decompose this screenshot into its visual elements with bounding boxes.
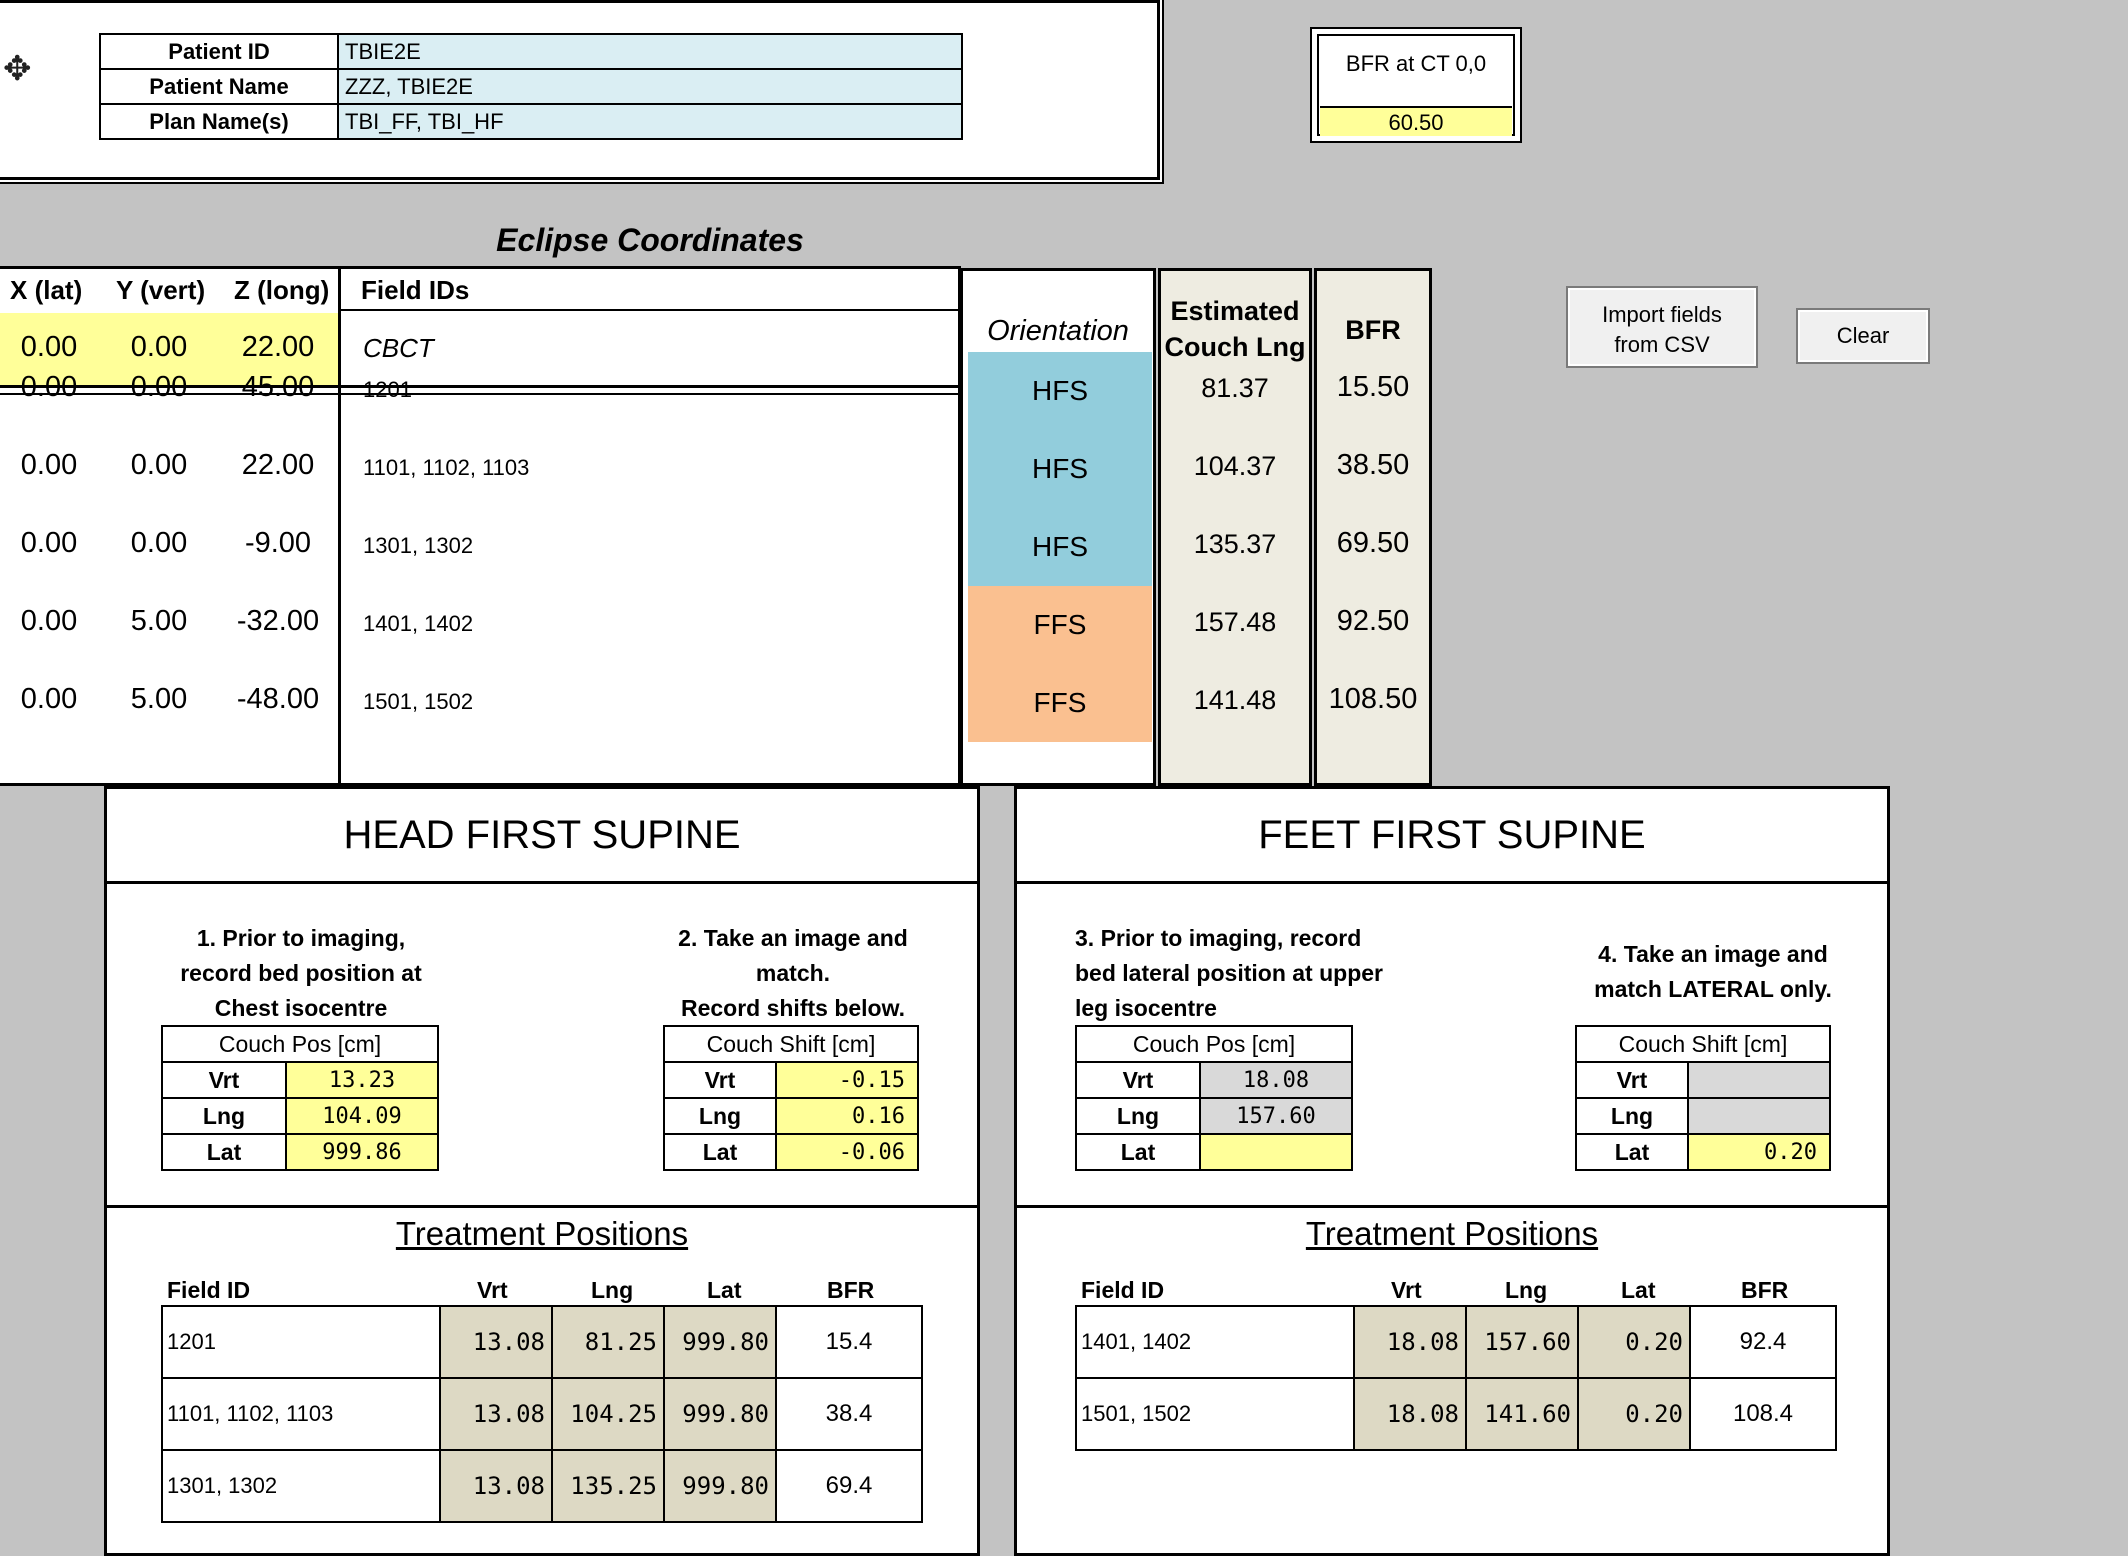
- hfs-tp-bfr: 15.4: [776, 1306, 922, 1378]
- hfs-step2-line1: 2. Take an image and: [678, 925, 908, 951]
- hfs-pos-vrt-label: Vrt: [162, 1062, 286, 1098]
- ffs-step4-instructions: [1563, 937, 1863, 1007]
- ffs-tp-fieldid-header: Field ID: [1081, 1277, 1165, 1303]
- hfs-tp-lng: 104.25: [552, 1378, 664, 1450]
- hfs-tp-vrt: 13.08: [440, 1306, 552, 1378]
- orientation-cell[interactable]: HFS: [968, 430, 1152, 508]
- ffs-pos-lng-label: Lng: [1076, 1098, 1200, 1134]
- orientation-header: Orientation: [987, 315, 1129, 347]
- x-lat-header: X (lat): [10, 275, 83, 305]
- coord-y: 0.00: [130, 527, 188, 559]
- coord-z: 45.00: [241, 371, 315, 403]
- ffs-title: FEET FIRST SUPINE: [1258, 813, 1646, 857]
- hfs-pos-lat-label: Lat: [162, 1134, 286, 1170]
- hfs-tp-vrt: 13.08: [440, 1378, 552, 1450]
- ffs-pos-lng-value: 157.60: [1200, 1098, 1352, 1134]
- ffs-tp-vrt: 18.08: [1354, 1378, 1466, 1450]
- feet-first-supine-panel: [1014, 786, 1890, 1556]
- coordinate-row[interactable]: [0, 683, 958, 723]
- coord-x: 0.00: [20, 371, 78, 403]
- ffs-tp-lat: 0.20: [1578, 1378, 1690, 1450]
- ffs-step3-line2: bed lateral position at upper: [1075, 960, 1383, 986]
- estimated-couch-lng-cell: 157.48: [1193, 607, 1277, 637]
- ffs-tp-vrt-header: Vrt: [1391, 1277, 1422, 1303]
- hfs-pos-vrt-input[interactable]: 13.23: [286, 1062, 438, 1098]
- coord-y: 0.00: [130, 449, 188, 481]
- patient-panel: [0, 0, 1160, 180]
- hfs-tp-lng-header: Lng: [591, 1277, 634, 1303]
- hfs-tp-vrt-header: Vrt: [477, 1277, 508, 1303]
- hfs-shift-lng-input[interactable]: 0.16: [776, 1098, 918, 1134]
- ffs-step4-line2: match LATERAL only.: [1594, 976, 1832, 1002]
- hfs-step1-instructions: [151, 921, 451, 1026]
- coord-x: 0.00: [20, 683, 78, 715]
- patient-name-label: Patient Name: [100, 69, 338, 104]
- hfs-step1-line3: Chest isocentre: [214, 995, 388, 1021]
- hfs-pos-lng-input[interactable]: 104.09: [286, 1098, 438, 1134]
- ffs-tp-field-id: 1501, 1502: [1076, 1378, 1354, 1450]
- ffs-couch-shift-title: Couch Shift [cm]: [1576, 1026, 1830, 1062]
- hfs-tp-field-id: 1201: [162, 1306, 440, 1378]
- table-row[interactable]: [162, 1378, 922, 1450]
- hfs-shift-lng-label: Lng: [664, 1098, 776, 1134]
- bfr-cell: 38.50: [1336, 449, 1410, 481]
- hfs-pos-lng-label: Lng: [162, 1098, 286, 1134]
- hfs-shift-vrt-input[interactable]: -0.15: [776, 1062, 918, 1098]
- hfs-step2-line2: match.: [755, 960, 831, 986]
- cbct-z: 22.00: [241, 331, 315, 363]
- coord-z: -9.00: [244, 527, 312, 559]
- eclipse-coordinates-table: [0, 266, 961, 786]
- bfr-cell: 69.50: [1336, 527, 1410, 559]
- coord-z: 22.00: [241, 449, 315, 481]
- hfs-tp-bfr-header: BFR: [827, 1277, 875, 1303]
- patient-id-label: Patient ID: [100, 34, 338, 69]
- hfs-tp-lat: 999.80: [664, 1306, 776, 1378]
- ffs-shift-vrt-value: [1688, 1062, 1830, 1098]
- hfs-pos-lat-input[interactable]: 999.86: [286, 1134, 438, 1170]
- ffs-couch-pos-table: [1075, 1025, 1353, 1171]
- hfs-couch-pos-title: Couch Pos [cm]: [162, 1026, 438, 1062]
- hfs-tp-field-id: 1101, 1102, 1103: [162, 1378, 440, 1450]
- hfs-tp-lat: 999.80: [664, 1450, 776, 1522]
- coord-y: 5.00: [130, 605, 188, 637]
- ffs-tp-lng: 141.60: [1466, 1378, 1578, 1450]
- hfs-couch-pos-table: [161, 1025, 439, 1171]
- ffs-title-rule: [1017, 881, 1887, 884]
- estimated-header-line1: Estimated: [1170, 296, 1300, 326]
- cbct-row[interactable]: [0, 331, 338, 371]
- coord-field-ids: 1301, 1302: [363, 533, 474, 558]
- bfr-cell: 108.50: [1328, 683, 1418, 715]
- header-rule: [338, 309, 958, 311]
- table-row[interactable]: [162, 1306, 922, 1378]
- ffs-pos-vrt-value: 18.08: [1200, 1062, 1352, 1098]
- estimated-header-line2: Couch Lng: [1164, 332, 1306, 362]
- ffs-tp-bfr-header: BFR: [1741, 1277, 1789, 1303]
- hfs-shift-lat-input[interactable]: -0.06: [776, 1134, 918, 1170]
- coord-field-ids: 1401, 1402: [363, 611, 474, 636]
- coord-field-ids: 1201: [363, 377, 412, 402]
- patient-info-table: [99, 33, 963, 140]
- hfs-title: HEAD FIRST SUPINE: [343, 813, 741, 857]
- hfs-shift-vrt-label: Vrt: [664, 1062, 776, 1098]
- plan-name-label: Plan Name(s): [100, 104, 338, 139]
- hfs-step1-line1: 1. Prior to imaging,: [196, 925, 406, 951]
- ffs-tp-lat-header: Lat: [1621, 1277, 1656, 1303]
- ffs-shift-lng-label: Lng: [1576, 1098, 1688, 1134]
- hfs-treatment-positions-table: [161, 1305, 923, 1523]
- coord-y: 0.00: [130, 371, 188, 403]
- import-button-line1: Import fields: [1602, 302, 1722, 327]
- ffs-shift-lat-label: Lat: [1576, 1134, 1688, 1170]
- coord-x: 0.00: [20, 527, 78, 559]
- table-row[interactable]: [162, 1450, 922, 1522]
- ffs-section-rule: [1017, 1205, 1887, 1208]
- cbct-y: 0.00: [130, 331, 188, 363]
- hfs-tp-bfr: 69.4: [776, 1450, 922, 1522]
- hfs-step2-instructions: [643, 921, 943, 1026]
- coord-y: 5.00: [130, 683, 188, 715]
- ffs-shift-lng-value: [1688, 1098, 1830, 1134]
- coord-z: -48.00: [236, 683, 320, 715]
- table-row[interactable]: [1076, 1378, 1836, 1450]
- ffs-tp-lng-header: Lng: [1505, 1277, 1548, 1303]
- hfs-couch-shift-title: Couch Shift [cm]: [664, 1026, 918, 1062]
- coordinate-row[interactable]: [0, 527, 958, 567]
- ffs-couch-pos-title: Couch Pos [cm]: [1076, 1026, 1352, 1062]
- hfs-tp-field-id: 1301, 1302: [162, 1450, 440, 1522]
- coordinate-row[interactable]: [0, 449, 958, 489]
- hfs-title-rule: [107, 881, 977, 884]
- hfs-treatment-positions-title: Treatment Positions: [395, 1215, 689, 1252]
- bfr-column: [1314, 268, 1432, 786]
- orientation-column: [960, 268, 1156, 786]
- cbct-x: 0.00: [20, 331, 78, 363]
- eclipse-coordinates-title: Eclipse Coordinates: [496, 222, 804, 258]
- coordinate-row[interactable]: [0, 605, 958, 645]
- ffs-shift-vrt-label: Vrt: [1576, 1062, 1688, 1098]
- ffs-pos-lat-input[interactable]: [1200, 1134, 1352, 1170]
- ffs-treatment-positions-title: Treatment Positions: [1305, 1215, 1599, 1252]
- plan-name-field[interactable]: TBI_FF, TBI_HF: [338, 104, 962, 139]
- bfr-cell: 92.50: [1336, 605, 1410, 637]
- hfs-step1-line2: record bed position at: [180, 960, 422, 986]
- hfs-section-rule: [107, 1205, 977, 1208]
- patient-id-field[interactable]: TBIE2E: [338, 34, 962, 69]
- orientation-cell[interactable]: HFS: [968, 352, 1152, 430]
- hfs-tp-lng: 135.25: [552, 1450, 664, 1522]
- coord-z: -32.00: [236, 605, 320, 637]
- ffs-couch-shift-table: [1575, 1025, 1831, 1171]
- cbct-field-id[interactable]: CBCT: [363, 333, 434, 363]
- table-row[interactable]: [1076, 1306, 1836, 1378]
- hfs-step2-line3: Record shifts below.: [680, 995, 906, 1021]
- ffs-tp-field-id: 1401, 1402: [1076, 1306, 1354, 1378]
- ffs-shift-lat-input[interactable]: 0.20: [1688, 1134, 1830, 1170]
- estimated-couch-lng-cell: 135.37: [1193, 529, 1277, 559]
- coord-field-ids: 1501, 1502: [363, 689, 474, 714]
- ffs-tp-lng: 157.60: [1466, 1306, 1578, 1378]
- hfs-tp-lng: 81.25: [552, 1306, 664, 1378]
- coordinate-row[interactable]: [0, 371, 958, 411]
- y-vert-header: Y (vert): [116, 275, 206, 305]
- hfs-couch-shift-table: [663, 1025, 919, 1171]
- ffs-step4-line1: 4. Take an image and: [1598, 941, 1828, 967]
- estimated-couch-lng-header: [1161, 293, 1309, 365]
- ffs-step3-instructions: [1075, 921, 1405, 1026]
- orientation-cell[interactable]: HFS: [968, 508, 1152, 586]
- hfs-tp-lat-header: Lat: [707, 1277, 742, 1303]
- z-long-header: Z (long): [234, 275, 330, 305]
- ffs-tp-bfr: 92.4: [1690, 1306, 1836, 1378]
- coord-field-ids: 1101, 1102, 1103: [363, 455, 530, 480]
- hfs-tp-vrt: 13.08: [440, 1450, 552, 1522]
- hfs-tp-bfr: 38.4: [776, 1378, 922, 1450]
- import-fields-from-csv-button[interactable]: [1568, 288, 1756, 366]
- coord-x: 0.00: [20, 449, 78, 481]
- bfr-header: BFR: [1345, 315, 1401, 345]
- clear-button[interactable]: Clear: [1798, 310, 1928, 362]
- ffs-step3-line3: leg isocentre: [1075, 995, 1217, 1021]
- bfr-at-ct-box: [1310, 27, 1522, 143]
- head-first-supine-panel: [104, 786, 980, 1556]
- import-button-line2: from CSV: [1614, 332, 1710, 357]
- orientation-cell[interactable]: FFS: [968, 664, 1152, 742]
- estimated-couch-lng-cell: 81.37: [1201, 373, 1269, 403]
- ffs-tp-bfr: 108.4: [1690, 1378, 1836, 1450]
- hfs-tp-lat: 999.80: [664, 1378, 776, 1450]
- coord-x: 0.00: [20, 605, 78, 637]
- bfr-cell: 15.50: [1336, 371, 1410, 403]
- ffs-step3-line1: 3. Prior to imaging, record: [1075, 925, 1362, 951]
- ffs-treatment-positions-table: [1075, 1305, 1837, 1451]
- bfr-at-ct-value[interactable]: 60.50: [1320, 106, 1512, 136]
- move-icon[interactable]: ✥: [3, 50, 32, 88]
- bfr-at-ct-label: BFR at CT 0,0: [1345, 51, 1487, 76]
- field-ids-header: Field IDs: [361, 275, 470, 305]
- patient-name-field[interactable]: ZZZ, TBIE2E: [338, 69, 962, 104]
- estimated-couch-lng-cell: 141.48: [1193, 685, 1277, 715]
- ffs-pos-vrt-label: Vrt: [1076, 1062, 1200, 1098]
- ffs-tp-vrt: 18.08: [1354, 1306, 1466, 1378]
- hfs-tp-fieldid-header: Field ID: [167, 1277, 251, 1303]
- estimated-couch-lng-column: [1158, 268, 1312, 786]
- estimated-couch-lng-cell: 104.37: [1193, 451, 1277, 481]
- orientation-cell[interactable]: FFS: [968, 586, 1152, 664]
- ffs-pos-lat-label: Lat: [1076, 1134, 1200, 1170]
- ffs-tp-lat: 0.20: [1578, 1306, 1690, 1378]
- hfs-shift-lat-label: Lat: [664, 1134, 776, 1170]
